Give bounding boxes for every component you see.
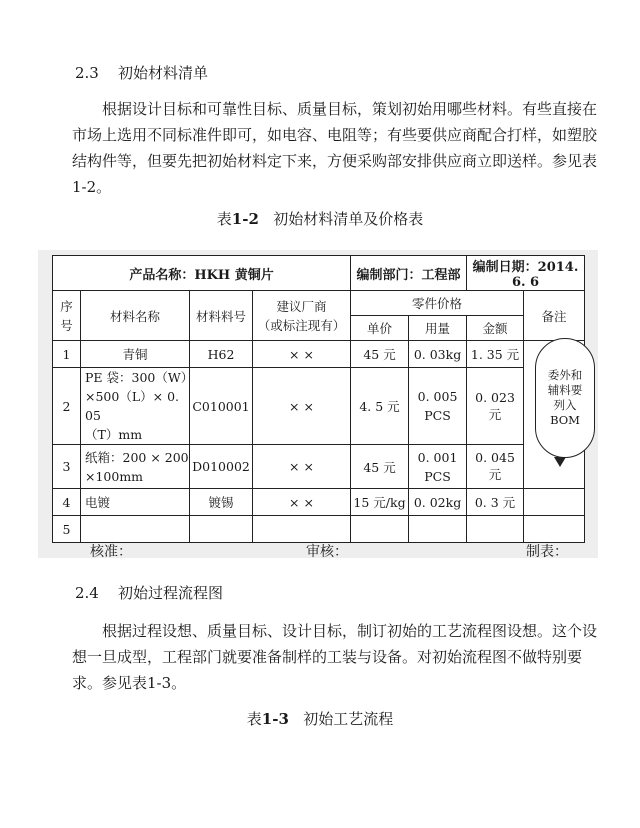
caption-number: 1-2 <box>231 210 259 228</box>
table-row <box>53 445 585 489</box>
cell-seq: 4 <box>53 489 81 516</box>
approve-label: 核准： <box>90 544 132 560</box>
cell-name <box>81 516 190 543</box>
cell-seq: 2 <box>53 368 81 445</box>
paragraph-line: 求。参见表1-3。 <box>72 674 187 692</box>
cell-code: C010001 <box>190 368 253 445</box>
table-row <box>53 516 585 543</box>
caption-number: 1-3 <box>261 710 289 728</box>
col-note-header: 备注 <box>524 291 585 341</box>
table-row <box>53 489 585 516</box>
paragraph-line: 市场上选用不同标准件即可，如电容、电阻等；有些要供应商配合打样，如塑胶 <box>72 126 598 144</box>
col-price-group-header: 零件价格 <box>351 291 524 316</box>
section-heading-2-3 <box>75 62 208 83</box>
paragraph-line: 根据设计目标和可靠性目标、质量目标，策划初始用哪些材料。有些直接在 <box>102 100 598 118</box>
cell-amount: 1. 35 元 <box>467 341 524 368</box>
cell-unit: 45 元 <box>351 445 409 489</box>
cell-unit: 45 元 <box>351 341 409 368</box>
caption-title: 初始材料清单及价格表 <box>273 210 424 228</box>
section-title: 初始过程流程图 <box>117 584 223 602</box>
col-vendor-line: 建议厂商 <box>276 298 327 314</box>
table-1-2-figure <box>38 250 598 558</box>
paragraph-line: 想一旦成型，工程部门就要准备制样的工装与设备。对初始流程图不做特别要 <box>72 648 583 666</box>
department-cell: 编制部门：工程部 <box>351 256 467 291</box>
table-1-2-caption <box>0 208 640 229</box>
bubble-line: 委外和 <box>547 368 583 382</box>
cell-name <box>81 445 190 489</box>
cell-seq: 5 <box>53 516 81 543</box>
bubble-line: 列入 <box>553 398 577 412</box>
section-number: 2.3 <box>75 64 99 82</box>
cell-vendor <box>253 516 351 543</box>
cell-qty <box>409 516 467 543</box>
cell-unit: 4. 5 元 <box>351 368 409 445</box>
cell-qty-line: PCS <box>424 408 451 423</box>
product-name-cell: 产品名称：HKH 黄铜片 <box>53 256 351 291</box>
cell-qty: 0. 02kg <box>409 489 467 516</box>
review-label: 审核： <box>306 544 348 560</box>
cell-vendor: × × <box>253 445 351 489</box>
table-1-3-caption <box>0 708 640 729</box>
cell-name: 青铜 <box>81 341 190 368</box>
paragraph-process-flow <box>72 618 598 696</box>
paragraph-line: 1-2。 <box>72 178 112 196</box>
col-qty-header: 用量 <box>409 316 467 341</box>
cell-code: H62 <box>190 341 253 368</box>
section-heading-2-4 <box>75 582 223 603</box>
caption-prefix: 表 <box>216 210 232 228</box>
cell-code: 镀锡 <box>190 489 253 516</box>
caption-title: 初始工艺流程 <box>303 710 394 728</box>
cell-name-line: PE 袋：300（W） <box>85 370 194 385</box>
cell-seq: 1 <box>53 341 81 368</box>
cell-name: 电镀 <box>81 489 190 516</box>
cell-vendor: × × <box>253 489 351 516</box>
prepare-label: 制表： <box>526 544 568 560</box>
cell-vendor: × × <box>253 341 351 368</box>
cell-amount: 0. 023 元 <box>467 368 524 445</box>
cell-code <box>190 516 253 543</box>
date-cell <box>467 256 585 291</box>
col-amount-header: 金额 <box>467 316 524 341</box>
paragraph-line: 结构件等，但要先把初始材料定下来，方便采购部安排供应商立即送样。参见表 <box>72 152 598 170</box>
cell-name-line: （T）mm <box>85 427 143 442</box>
paragraph-initial-materials <box>72 96 598 200</box>
cell-qty <box>409 368 467 445</box>
note-speech-bubble <box>535 338 595 458</box>
col-seq-line: 序 <box>60 298 73 314</box>
cell-seq: 3 <box>53 445 81 489</box>
paragraph-line: 根据过程设想、质量目标、设计目标，制订初始的工艺流程图设想。这个设 <box>102 622 598 640</box>
col-code-header: 材料料号 <box>190 291 253 341</box>
cell-name-line: ×500（L）× 0. 05 <box>85 389 180 423</box>
cell-unit: 15 元/kg <box>351 489 409 516</box>
cell-name-line: ×100mm <box>85 468 144 484</box>
cell-amount: 0. 3 元 <box>467 489 524 516</box>
materials-table <box>52 255 585 543</box>
cell-amount: 0. 045 元 <box>467 445 524 489</box>
date-text: 编制日期：2014. 6. 6 <box>472 260 579 290</box>
col-vendor-line: （或标注现有） <box>257 317 346 333</box>
section-title: 初始材料清单 <box>117 64 208 82</box>
cell-name <box>81 368 194 445</box>
cell-unit <box>351 516 409 543</box>
bubble-line: BOM <box>550 413 580 427</box>
section-number: 2.4 <box>75 584 99 602</box>
cell-vendor: × × <box>253 368 351 445</box>
col-unit-header: 单价 <box>351 316 409 341</box>
table-row <box>53 341 585 368</box>
cell-qty <box>409 445 467 489</box>
bubble-line: 辅料要 <box>547 383 583 397</box>
cell-amount <box>467 516 524 543</box>
col-vendor-header <box>253 291 351 341</box>
cell-name-line: 纸箱：200 × 200 <box>85 449 189 465</box>
col-seq-line: 号 <box>60 317 73 333</box>
cell-qty-line: 0. 005 <box>417 389 458 404</box>
col-name-header: 材料名称 <box>81 291 190 341</box>
cell-code: D010002 <box>190 445 253 489</box>
cell-qty-line: PCS <box>424 468 451 484</box>
col-seq-header <box>53 291 81 341</box>
cell-note <box>524 516 585 543</box>
caption-prefix: 表 <box>246 710 262 728</box>
table-row <box>53 368 585 445</box>
cell-qty: 0. 03kg <box>409 341 467 368</box>
cell-qty-line: 0. 001 <box>417 449 458 465</box>
cell-note <box>524 489 585 516</box>
